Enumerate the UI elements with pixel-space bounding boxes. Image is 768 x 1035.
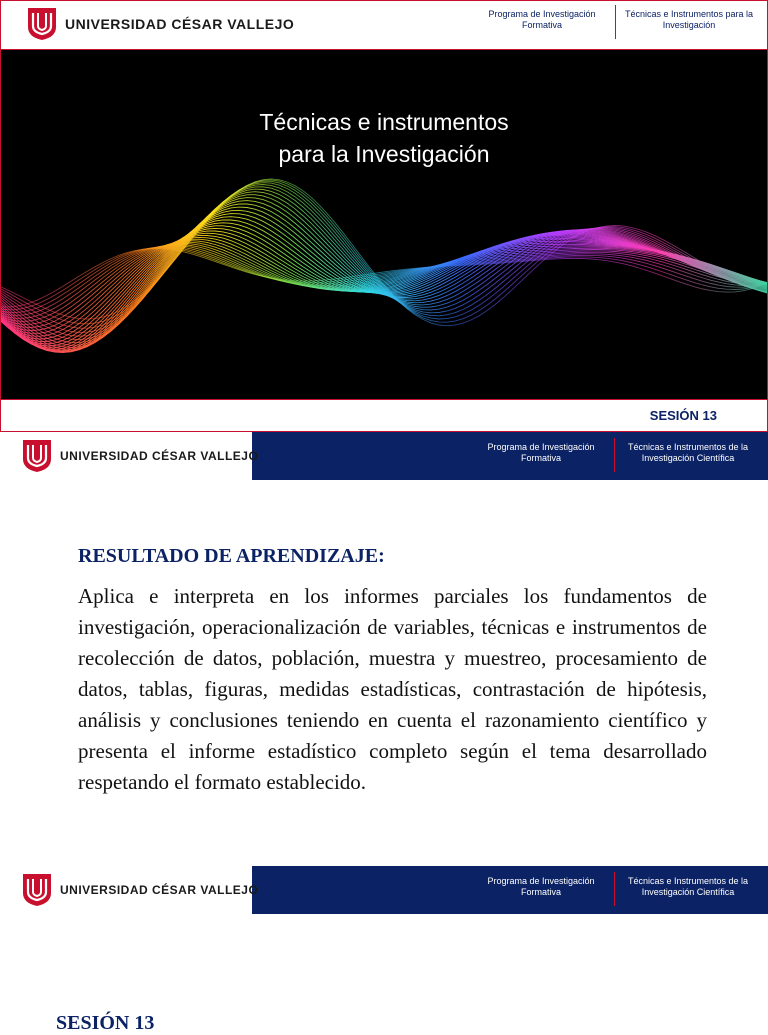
slide3-header (0, 866, 768, 914)
title-banner (1, 50, 767, 399)
slide2-header (0, 432, 768, 480)
rainbow-wave-illustration (1, 50, 767, 399)
program-label: Programa de Investigación Formativa (487, 442, 595, 463)
wave-line (1, 207, 767, 352)
learning-outcome-heading: RESULTADO DE APRENDIZAJE: (78, 545, 385, 567)
university-name: UNIVERSIDAD CÉSAR VALLEJO (65, 16, 295, 32)
university-name: UNIVERSIDAD CÉSAR VALLEJO (60, 883, 259, 897)
university-logo (22, 873, 258, 907)
learning-outcome-text: Aplica e interpreta en los informes parciales los fundamentos de investigación, operacionalización de variables, técnicas e instrumentos de recolección de datos, población, muestra y muestreo, procesamiento de datos, tablas, figuras, medidas estadísticas, contrastación de hipótesis, análisis y conclusiones teniendo en cuenta el razonamiento científico y presenta el informe estadístico completo según el tema desarrollado respetando el formato establecido. (78, 584, 707, 794)
slide1-footer (1, 399, 767, 432)
wave-line (1, 189, 767, 343)
university-logo (22, 439, 258, 473)
university-name: UNIVERSIDAD CÉSAR VALLEJO (60, 449, 259, 463)
header-program-info (477, 9, 754, 39)
session-heading: SESIÓN 13 (56, 1012, 155, 1034)
ucv-shield-icon (27, 7, 57, 41)
header-divider (614, 872, 615, 906)
program-label: Programa de Investigación Formativa (487, 876, 595, 897)
course-label: Técnicas e Instrumentos de la Investigación Científica (627, 876, 749, 897)
title-slide (0, 0, 768, 432)
header-divider (615, 5, 616, 39)
course-label: Técnicas e Instrumentos de la Investigación Científica (627, 442, 749, 463)
university-logo (27, 7, 294, 41)
header-program-info (476, 876, 753, 906)
slide1-header (1, 1, 767, 50)
ucv-shield-icon (22, 873, 52, 907)
program-label: Programa de Investigación Formativa (488, 9, 596, 30)
wave-line (1, 187, 767, 340)
course-label: Técnicas e Instrumentos para la Investigación (624, 9, 754, 30)
header-divider (614, 438, 615, 472)
header-program-info (476, 442, 753, 472)
ucv-shield-icon (22, 439, 52, 473)
slide-title: Técnicas e instrumentos para la Investigación (259, 109, 509, 167)
wave-line (1, 183, 767, 333)
session-label: SESIÓN 13 (649, 408, 717, 423)
